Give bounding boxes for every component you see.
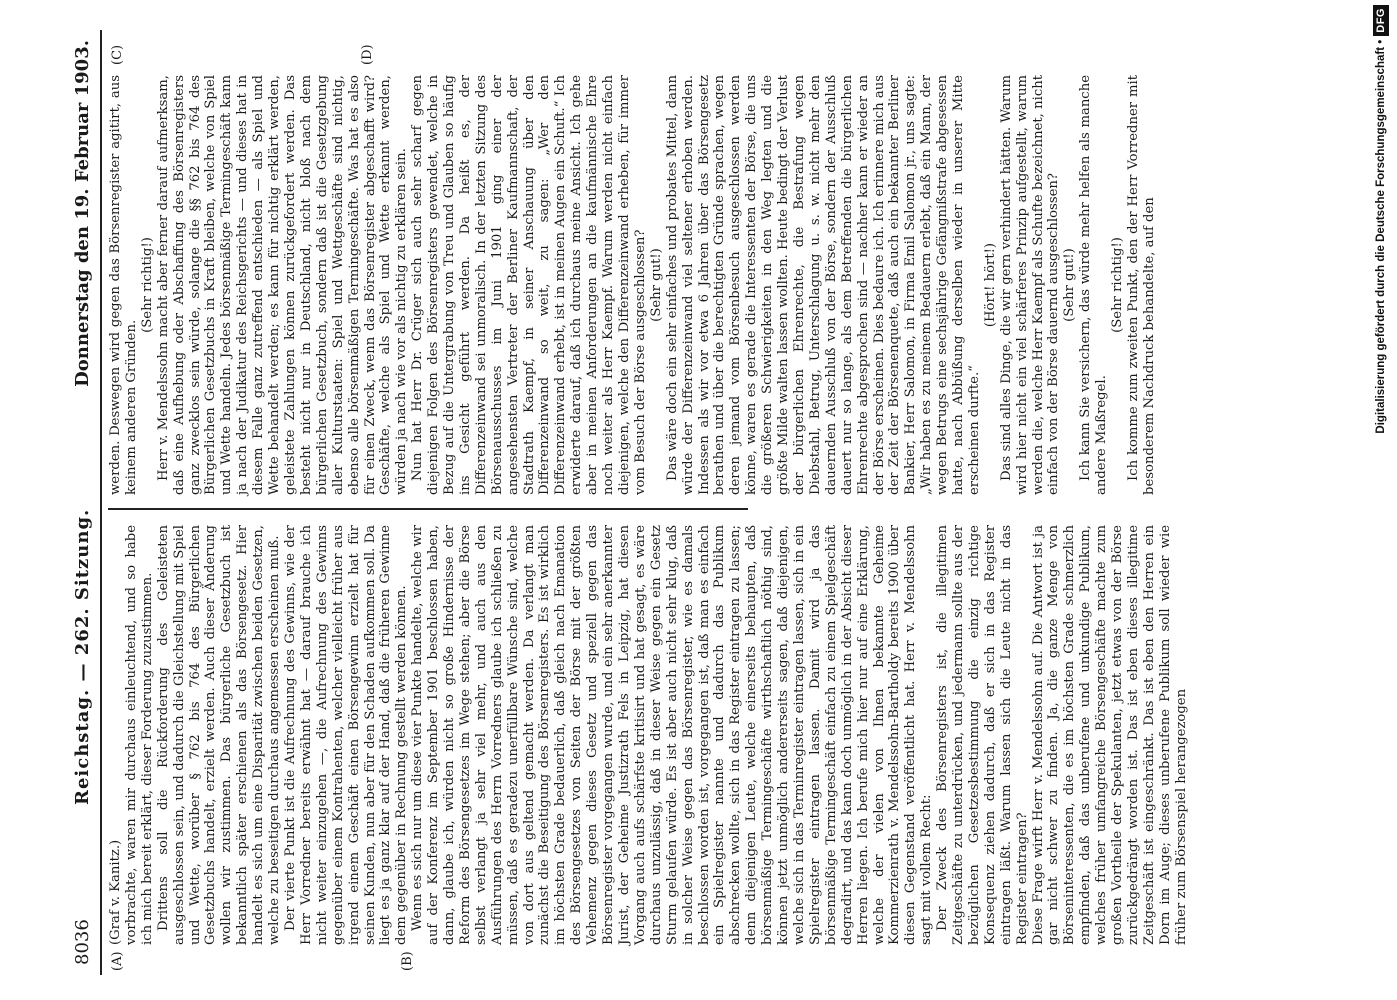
page-number: 8036: [72, 919, 93, 965]
interjection: (Sehr gut!): [1062, 248, 1078, 322]
rotated-page: [60, 30, 1189, 975]
paragraph: Das wäre doch ein sehr einfaches und probates Mittel, dann würde der Differenzeinwand viel seltener erhoben werden. Indessen als wir vor etwa 6 Jahren über das Börsengesetz berathen und über die berechtigten Gründe sprachen, wegen deren jemand vom Börsenbesuch ausgeschlossen werden könne, waren es gerade die Interessenten der Börse, die uns die größeren Schwierigkeiten in den Weg legten und die größte Milde walten lassen wollten. Heute bedingt der Verlust der bürgerlichen Ehrenrechte, die Bestrafung wegen Diebstahl, Betrug, Unterschlagung u. s. w. nicht mehr den dauernden Ausschluß von der Börse, sondern der Ausschluß dauert nur so lange, als dem Betreffenden die bürgerlichen Ehrenrechte abgesprochen sind — nachher kann er wieder an der Börse erscheinen. Dies bedaure ich. Ich erinnere mich aus der Zeit der Börsenenquete, daß auch ein bekannter Berliner Bankier, Herr Salomon, in Firma Emil Salomon jr., uns sagte: „Wir haben es zu meinem Bedauern erlebt, daß ein Mann, der wegen Betrugs eine sechsjährige Gefängnißstrafe abgesessen hatte, nach Abbüßung derselben wieder in unserer Mitte erscheinen durfte.“: [664, 75, 982, 495]
right-column: [108, 75, 1157, 495]
header-rule: [100, 30, 102, 975]
paragraph: Drittens soll die Rückforderung des Geleisteten ausgeschlossen sein, und dadurch die Gleichstellung mit Spiel und Wette, worüber § 762 bis 764 des Bürgerlichen Gesetzbuchs handelt, erzielt werden. Auch dieser Änderung wollen wir zustimmen. Das bürgerliche Gesetzbuch ist bekanntlich später erschienen als das Börsengesetz. Hier handelt es sich um eine Disparität zwischen beiden Gesetzen, welche zu beseitigen durchaus angemessen erscheinen muß.: [155, 525, 283, 945]
interjection: (Sehr richtig!): [1110, 237, 1126, 333]
interjection: (Sehr richtig!): [139, 237, 155, 333]
paragraph: Herr v. Mendelssohn macht aber ferner darauf aufmerksam, daß eine Aufhebung oder Abschaffung des Börsenregisters ganz zwecklos sein würde, solange die §§ 762 bis 764 des Bürgerlichen Gesetzbuchs in Kraft bleiben, welche von Spiel und Wette handeln. Jedes börsenmäßige Termingeschäft kann ja nach der Judikatur des Reichsgerichts — und dieses hat in diesem Falle ganz zutreffend entschieden — als Spiel und Wette behandelt werden; es kann für nichtig erklärt werden, geleistete Zahlungen können zurückgefordert werden. Das besteht nicht nur in Deutschland, nicht bloß nach dem bürgerlichen Gesetzbuch, sondern daß ist die Gesetzgebung aller Kulturstaaten: Spiel und Wettgeschäfte sind nichtig, ebenso alle börsenmäßigen Termingeschäfte. Was hat es also für einen Zweck, wenn das Börsenregister abgeschafft wird? Geschäfte, welche als Spiel und Wette erkannt werden, würden ja nach wie vor als nichtig zu erklären sein.: [155, 75, 410, 495]
interjection: (Sehr gut!): [648, 248, 664, 322]
dfg-logo: DFG: [1373, 5, 1389, 36]
paragraph: Das sind alles Dinge, die wir gern verhindert hätten. Warum wird hier nicht ein viel schärferes Prinzip aufgestellt, warum werden die, welche Herr Kaempf als Schufte bezeichnet, nicht einfach von der Börse dauernd ausgeschlossen?: [998, 75, 1062, 495]
page-date: Donnerstag den 19. Februar 1903.: [72, 40, 93, 387]
attribution-text: Digitalisierung gefördert durch die Deutsche Forschungsgemeinschaft •: [1375, 39, 1387, 434]
left-column: [108, 525, 1189, 945]
paragraph: werden. Deswegen wird gegen das Börsenregister agitirt, aus keinem anderen Gründen.: [108, 75, 139, 495]
margin-marker-b: (B): [400, 951, 415, 971]
interjection: (Hört! hört!): [982, 242, 998, 328]
quotation: Der Zweck des Börsenregisters ist, die illegitimen Zeitgeschäfte zu unterdrücken, und jedermann sollte aus der bezüglichen Gesetzesbestimmung die einzig richtige Konsequenz ziehen dadurch, daß er sich in das Register eintragen läßt. Warum lassen sich die Leute nicht in das Register eintragen?: [935, 525, 1030, 945]
paragraph: Ich kann Sie versichern, das würde mehr helfen als manche andere Maßregel.: [1078, 75, 1110, 495]
dfg-attribution: [1370, 5, 1392, 990]
page-title: Reichstag. — 262. Sitzung.: [72, 508, 93, 805]
margin-marker-c: (C): [110, 44, 125, 65]
paragraph: Wenn es sich nur um diese vier Punkte handelte, welche wir auf der Konferenz im September 1901 beschlossen haben, dann, glaube ich, würden nicht so große Hindernisse der Reform des Börsengesetzes im Wege stehen; aber die Börse selbst verlangt ja sehr viel mehr, und auch aus den Ausführungen des Herrn Vorredners glaube ich schließen zu müssen, daß es geradezu unerfüllbare Wünsche sind, welche von dort aus geltend gemacht werden. Da verlangt man zunächst die Beseitigung des Börsenregisters. Es ist wirklich im höchsten Grade bedauerlich, daß gleich nach Emanation des Börsengesetzes von Seiten der Börse mit der größten Vehemenz gegen dieses Gesetz und speziell gegen das Börsenregister vorgegangen wurde, und ein sehr anerkannter Jurist, der Geheime Justizrath Fels in Leipzig, hat diesen Vorgang auch aufs schärfste kritisirt und hat gesagt, es wäre durchaus unzulässig, daß in dieser Weise gegen ein Gesetz Sturm gelaufen würde. Es ist aber auch nicht sehr klug, daß in solcher Weise gegen das Börsenregister, wie es damals beschlossen worden ist, vorgegangen ist, daß man es einfach ein Spielregister nannte und dadurch das Publikum abschrecken wollte, sich in das Register eintragen zu lassen; denn diejenigen Leute, welche einerseits behaupten, daß börsenmäßige Termingeschäfte wirthschaftlich nöthig sind, können jetzt unmöglich andererseits sagen, daß diejenigen, welche sich in das Terminregister eintragen lassen, sich in ein Spielregister eintragen lassen. Damit wird ja das börsenmäßige Termingeschäft einfach zu einem Spielgeschäft degradirt, und das kann doch unmöglich in der Absicht dieser Herren liegen. Ich berufe mich hier nur auf eine Erklärung, welche der vielen von Ihnen bekannte Geheime Kommerzienrath v. Mendelssohn-Bartholdy bereits 1900 über diesen Gegenstand veröffentlicht hat. Herr v. Mendelssohn sagt mit vollem Recht:: [410, 525, 935, 945]
paragraph: Diese Frage wirft Herr v. Mendelssohn auf. Die Antwort ist ja gar nicht schwer zu finden. Ja, die ganze Menge von Börseninteressenten, die es im höchsten Grade schmerzlich empfinden, daß das unberufene und unkundige Publikum, welches früher umfangreiche Börsengeschäfte machte zum großen Vortheile der Spekulanten, jetzt etwas von der Börse zurückgedrängt worden ist. Das ist eben dieses illegitime Zeitgeschäft ist eingeschränkt. Das ist eben den Herren ein Dorn im Auge; dieses unberufene Publikum soll wieder wie früher zum Börsenspiel herangezogen: [1030, 525, 1189, 945]
paragraph: vorbrachte, waren mir durchaus einleuchtend, und so habe ich mich bereit erklärt, dieser Forderung zuzustimmen.: [123, 525, 155, 945]
page-header: [68, 30, 98, 975]
speaker-label: (Graf v. Kanitz.): [108, 839, 123, 945]
paragraph: Nun hat Herr Dr. Crüger sich auch sehr scharf gegen diejenigen Folgen des Börsenregisters gewendet, welche in Bezug auf die Untergrabung von Treu und Glauben so häufig ins Gesicht geführt werden. Da heißt es, der Differenzeinwand sei unmoralisch. In der letzten Sitzung des Börsenausschusses im Juni 1901 ging einer der angesehensten Vertreter der Berliner Kaufmannschaft, der Stadtrath Kaempf, in seiner Anschauung über den Differenzeinwand so weit, zu sagen: „Wer den Differenzeinwand erhebt, ist in meinen Augen ein Schuft.“ Ich erwiderte darauf, daß ich durchaus meine Ansicht. Ich gehe aber in meinen Anforderungen an die kaufmännische Ehre noch weiter als Herr Kaempf. Warum werden nicht einfach diejenigen, welche den Differenzeinwand erheben, für immer vom Besuch der Börse ausgeschlossen?: [410, 75, 648, 495]
paragraph: Ich komme zum zweiten Punkt, den der Herr Vorredner mit besonderem Nachdruck behandelte, auf den: [1126, 75, 1157, 495]
column-divider: [108, 508, 748, 510]
paragraph: Der vierte Punkt ist die Aufrechnung des Gewinns, wie der Herr Vorredner bereits erwähnt hat — darauf brauche ich nicht weiter einzugehen —, die Aufrechnung des Gewinns gegenüber einem Kontrahenten, welcher vielleicht früher aus irgend einem Geschäft einen Börsengewinn erzielt hat für seinen Kunden, nun aber für den Schaden aufkommen soll. Da liegt es ja ganz klar auf der Hand, daß die früheren Gewinne dem gegenüber in Rechnung gestellt werden können.: [282, 525, 410, 945]
margin-marker-a: (A): [110, 951, 125, 971]
margin-marker-d: (D): [360, 44, 375, 65]
